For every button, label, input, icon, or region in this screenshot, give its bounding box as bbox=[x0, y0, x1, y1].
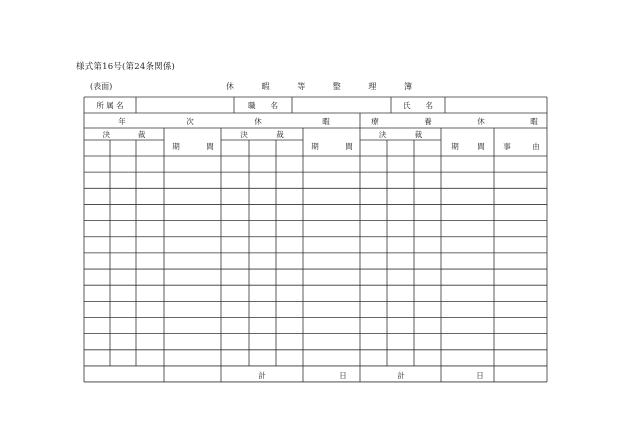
reason-char: 由 bbox=[532, 142, 540, 151]
period-char: 間 bbox=[345, 142, 353, 151]
title-char: 簿 bbox=[403, 82, 412, 91]
period-char: 期 bbox=[172, 142, 180, 151]
total-label: 計 bbox=[397, 370, 405, 380]
total-label: 計 bbox=[258, 370, 266, 380]
title-char: 理 bbox=[368, 82, 377, 91]
decision-char: 決 bbox=[240, 130, 248, 139]
annual-leave-char: 暇 bbox=[322, 117, 330, 126]
decision-char: 裁 bbox=[137, 130, 146, 139]
sick-leave-char: 暇 bbox=[530, 117, 538, 126]
annual-leave-char: 年 bbox=[118, 117, 126, 126]
table-grid bbox=[84, 97, 547, 382]
position-label: 職 名 bbox=[248, 101, 278, 110]
reason-char: 事 bbox=[503, 142, 511, 151]
decision-char: 決 bbox=[378, 130, 387, 139]
period-char: 間 bbox=[477, 142, 485, 151]
day-label: 日 bbox=[476, 370, 484, 380]
title-char: 暇 bbox=[261, 82, 270, 91]
dept-label: 所 属 名 bbox=[96, 101, 124, 110]
title-char: 等 bbox=[297, 82, 306, 91]
period-char: 期 bbox=[451, 142, 459, 151]
annual-leave-char: 休 bbox=[254, 117, 262, 126]
form-number: 様式第16号(第24条関係) bbox=[76, 62, 176, 72]
period-char: 期 bbox=[311, 142, 319, 151]
sick-leave-char: 休 bbox=[477, 117, 485, 126]
name-label: 氏 名 bbox=[403, 101, 433, 110]
sick-leave-char: 養 bbox=[424, 117, 432, 126]
sick-leave-char: 療 bbox=[371, 117, 379, 126]
day-label: 日 bbox=[339, 370, 347, 380]
table-labels bbox=[96, 100, 539, 380]
decision-char: 裁 bbox=[276, 130, 284, 139]
side-label: (表面) bbox=[90, 82, 113, 91]
decision-char: 裁 bbox=[414, 130, 423, 139]
annual-leave-char: 次 bbox=[186, 117, 194, 126]
title-char: 休 bbox=[226, 82, 234, 91]
title-char: 整 bbox=[332, 82, 341, 91]
decision-char: 決 bbox=[102, 130, 111, 139]
period-char: 間 bbox=[206, 142, 214, 151]
